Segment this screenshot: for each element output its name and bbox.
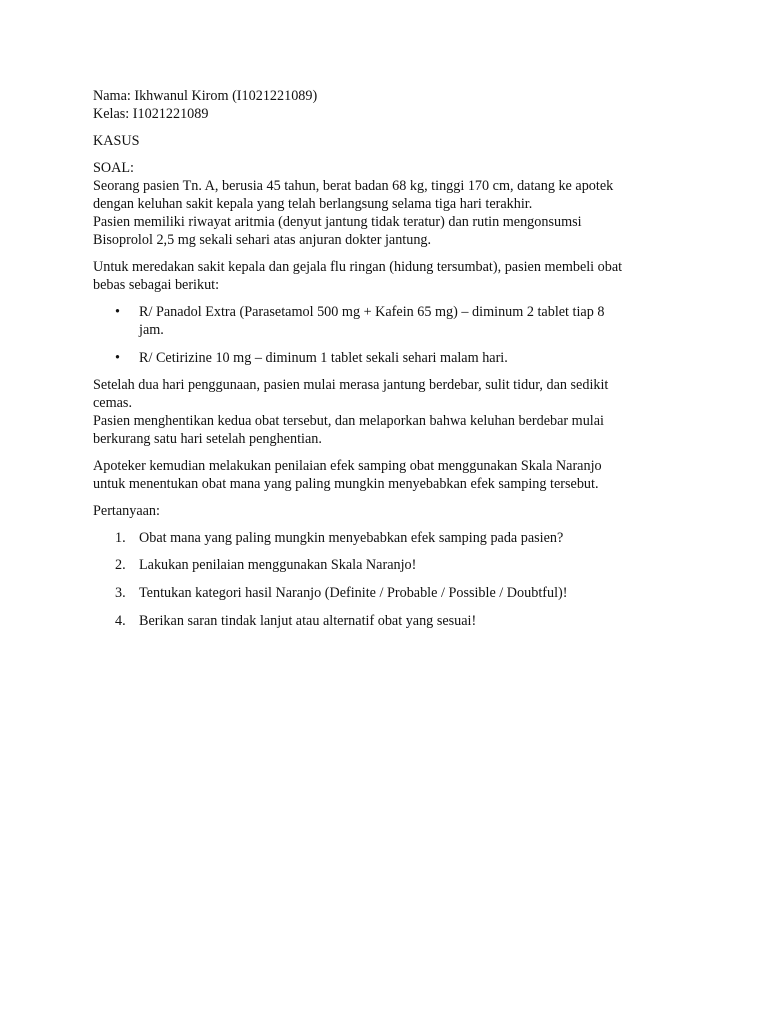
question-section [93, 159, 678, 250]
side-effects-line-3: Pasien menghentikan kedua obat tersebut, dan melaporkan bahwa keluhan berdebar mulai [93, 413, 604, 430]
student-class: Kelas: I1021221089 [93, 106, 209, 123]
medication-item-line-1: R/ Cetirizine 10 mg – diminum 1 tablet sekali sehari malam hari. [139, 349, 508, 366]
case-heading: KASUS [93, 132, 140, 149]
purchase-line-2: bebas sebagai berikut: [93, 277, 220, 294]
side-effects-line-1: Setelah dua hari penggunaan, pasien mulai merasa jantung berdebar, sulit tidur, dan sedikit [93, 376, 609, 393]
purchase-paragraph [93, 258, 678, 294]
case-paragraph-1-line-2: dengan keluhan sakit kepala yang telah berlangsung selama tiga hari terakhir. [93, 196, 533, 213]
medication-item-line-2: jam. [139, 322, 164, 339]
questions-list [93, 529, 678, 630]
side-effects-paragraph [93, 376, 678, 449]
medication-list [93, 303, 678, 367]
assessment-line-2: untuk menentukan obat mana yang paling mungkin menyebabkan efek samping tersebut. [93, 476, 599, 493]
medication-item [115, 349, 678, 367]
question-text: Berikan saran tindak lanjut atau alternatif obat yang sesuai! [139, 612, 477, 629]
side-effects-line-4: berkurang satu hari setelah penghentian. [93, 431, 322, 448]
question-item [115, 584, 678, 602]
medication-item [115, 303, 678, 339]
medication-item-line-1: R/ Panadol Extra (Parasetamol 500 mg + Kafein 65 mg) – diminum 2 tablet tiap 8 [139, 304, 605, 321]
question-heading: SOAL: [93, 159, 134, 176]
purchase-line-1: Untuk meredakan sakit kepala dan gejala flu ringan (hidung tersumbat), pasien membeli obat [93, 259, 623, 276]
document-page [93, 87, 678, 639]
case-paragraph-1-line-1: Seorang pasien Tn. A, berusia 45 tahun, berat badan 68 kg, tinggi 170 cm, datang ke apotek [93, 177, 614, 194]
question-text: Obat mana yang paling mungkin menyebabkan efek samping pada pasien? [139, 529, 564, 546]
bullet-icon: • [115, 304, 120, 321]
question-number: 3. [115, 584, 126, 601]
case-paragraph-2-line-1: Pasien memiliki riwayat aritmia (denyut jantung tidak teratur) dan rutin mengonsumsi [93, 214, 582, 231]
case-paragraph-2-line-2: Bisoprolol 2,5 mg sekali sehari atas anjuran dokter jantung. [93, 232, 432, 249]
side-effects-line-2: cemas. [93, 394, 132, 411]
question-number: 2. [115, 557, 126, 574]
question-number: 4. [115, 612, 126, 629]
questions-heading: Pertanyaan: [93, 502, 160, 519]
assessment-line-1: Apoteker kemudian melakukan penilaian efek samping obat menggunakan Skala Naranjo [93, 457, 602, 474]
bullet-icon: • [115, 349, 120, 366]
question-text: Lakukan penilaian menggunakan Skala Naranjo! [139, 557, 417, 574]
question-item [115, 529, 678, 547]
question-text: Tentukan kategori hasil Naranjo (Definite / Probable / Possible / Doubtful)! [139, 584, 568, 601]
question-item [115, 556, 678, 574]
student-name: Nama: Ikhwanul Kirom (I1021221089) [93, 88, 318, 104]
student-info [93, 87, 678, 123]
question-number: 1. [115, 529, 126, 546]
question-item [115, 612, 678, 630]
assessment-paragraph [93, 457, 678, 493]
